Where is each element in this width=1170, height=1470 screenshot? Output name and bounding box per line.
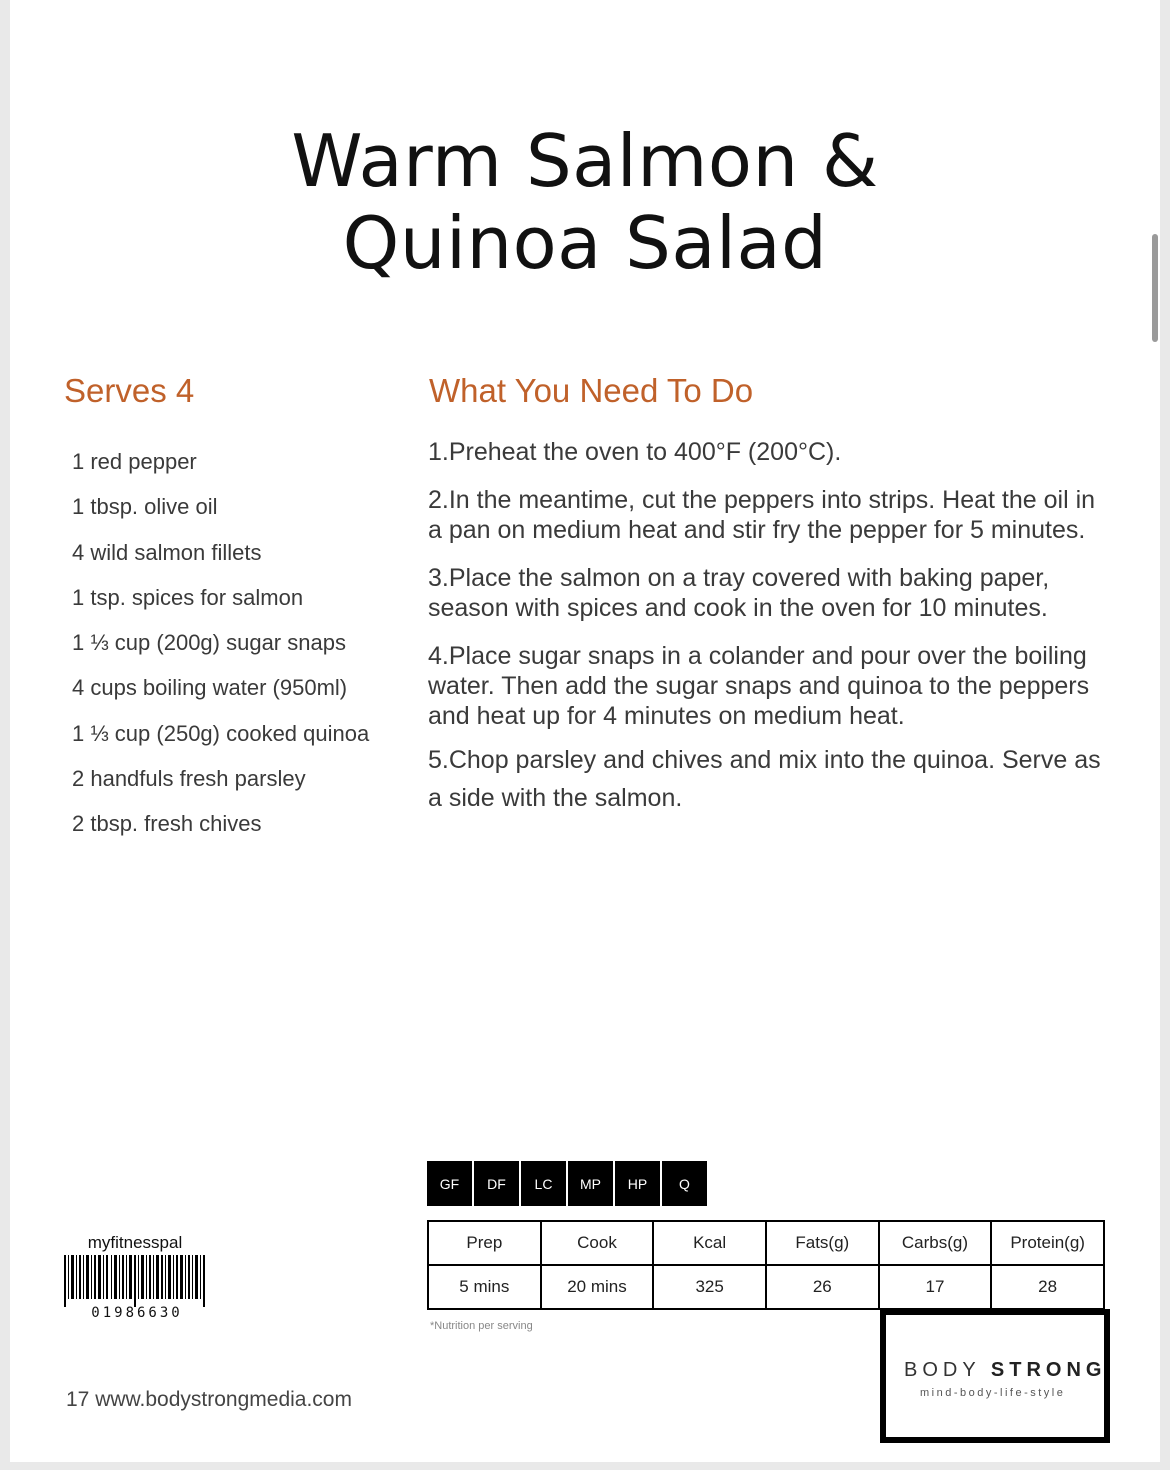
ingredient-item: 1 ⅓ cup (250g) cooked quinoa: [72, 720, 370, 746]
nutrition-value-row: [428, 1265, 1104, 1309]
steps-heading: What You Need To Do: [429, 372, 754, 409]
diet-tag: GF: [427, 1161, 472, 1206]
nutrition-header-cell: Kcal: [653, 1221, 766, 1265]
nutrition-value-cell: 28: [991, 1265, 1104, 1309]
nutrition-value-cell: 26: [766, 1265, 879, 1309]
nutrition-header-cell: Fats(g): [766, 1221, 879, 1265]
nutrition-header-cell: Cook: [541, 1221, 654, 1265]
logo-wordmark: [904, 1359, 1106, 1382]
diet-tag: HP: [615, 1161, 660, 1206]
ingredient-item: 2 tbsp. fresh chives: [72, 811, 262, 837]
nutrition-header-cell: Carbs(g): [879, 1221, 992, 1265]
barcode-number: 01986630: [91, 1305, 183, 1321]
ingredient-list: [72, 446, 369, 854]
instruction-list: [428, 437, 1108, 835]
diet-tag: Q: [662, 1161, 707, 1206]
ingredient-item: 1 ⅓ cup (200g) sugar snaps: [72, 630, 346, 656]
logo-tagline: mind-body-life-style: [920, 1387, 1066, 1399]
recipe-title-line2: Quinoa Salad: [342, 201, 828, 285]
nutrition-header-cell: Prep: [428, 1221, 541, 1265]
recipe-title-line1: Warm Salmon &: [291, 119, 879, 203]
diet-tag: LC: [521, 1161, 566, 1206]
nutrition-value-cell: 20 mins: [541, 1265, 654, 1309]
nutrition-table: [427, 1220, 1105, 1310]
serves-heading: Serves 4: [64, 372, 195, 409]
logo-word-body: BODY: [904, 1359, 981, 1381]
instruction-step: 1.Preheat the oven to 400°F (200°C).: [428, 438, 842, 466]
ingredient-item: 1 tbsp. olive oil: [72, 494, 218, 520]
instruction-step: 3.Place the salmon on a tray covered with baking paper, season with spices and cook in the oven for 10 minutes.: [428, 564, 1050, 622]
barcode-icon: [62, 1255, 210, 1307]
ingredient-item: 1 tsp. spices for salmon: [72, 584, 304, 610]
ingredient-item: 4 cups boiling water (950ml): [72, 675, 348, 701]
nutrition-footnote: *Nutrition per serving: [430, 1320, 533, 1332]
page-footer: 17 www.bodystrongmedia.com: [66, 1388, 352, 1411]
logo-word-strong: STRONG: [990, 1359, 1107, 1381]
instruction-step: 5.Chop parsley and chives and mix into the quinoa. Serve as a side with the salmon.: [428, 746, 1101, 812]
ingredient-item: 4 wild salmon fillets: [72, 539, 262, 565]
ingredient-item: 2 handfuls fresh parsley: [72, 766, 306, 792]
nutrition-value-cell: 17: [879, 1265, 992, 1309]
diet-tag: DF: [474, 1161, 519, 1206]
ingredient-item: 1 red pepper: [72, 449, 197, 474]
myfitnesspal-label: myfitnesspal: [87, 1233, 183, 1252]
nutrition-value-cell: 325: [653, 1265, 766, 1309]
diet-tag: MP: [568, 1161, 613, 1206]
myfitnesspal-barcode[interactable]: [62, 1233, 212, 1321]
recipe-title: [0, 120, 1170, 284]
nutrition-value-cell: 5 mins: [428, 1265, 541, 1309]
diet-tags: [427, 1161, 707, 1206]
nutrition-header-cell: Protein(g): [991, 1221, 1104, 1265]
nutrition-header-row: [428, 1221, 1104, 1265]
instruction-step: 2.In the meantime, cut the peppers into strips. Heat the oil in a pan on medium heat and stir fry the pepper for 5 minutes.: [428, 486, 1096, 544]
bodystrong-logo: [880, 1309, 1110, 1443]
instruction-step: 4.Place sugar snaps in a colander and pour over the boiling water. Then add the sugar snaps and quinoa to the peppers and heat up for 4 minutes on medium heat.: [428, 642, 1090, 730]
